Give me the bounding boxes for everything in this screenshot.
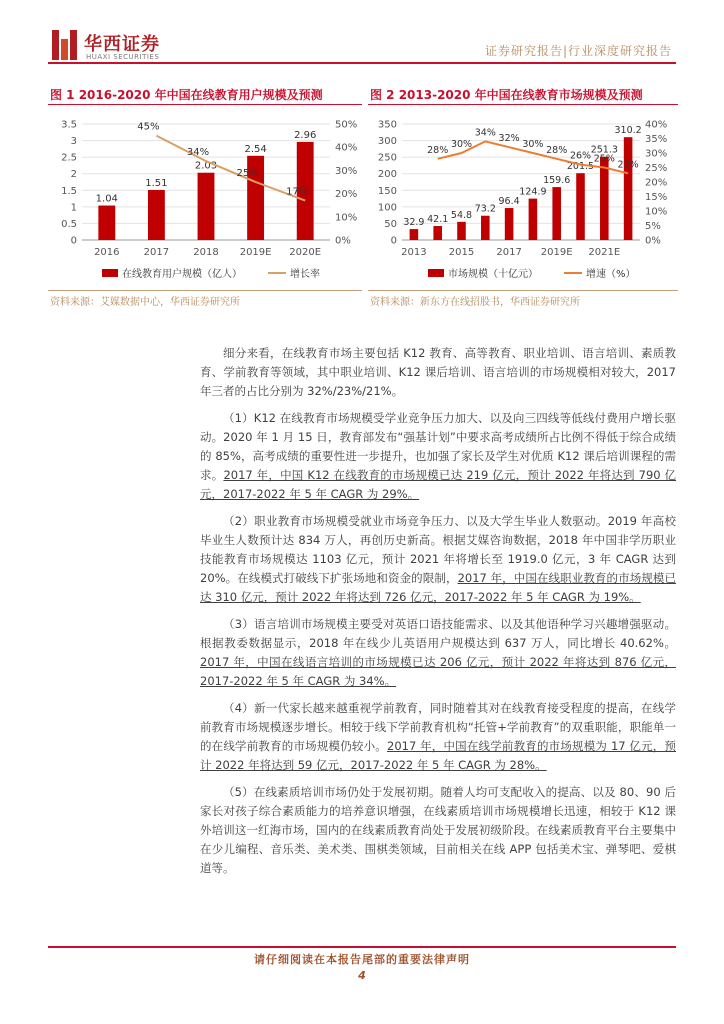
figure-2-chart bbox=[368, 106, 680, 288]
language-paragraph bbox=[200, 615, 676, 691]
x-tick-label: 2013 bbox=[401, 247, 427, 258]
legend-bar-swatch bbox=[102, 269, 118, 277]
preschool-highlight: 2017 年，中国在线学前教育的市场规模为 17 亿元，预计 2022 年将达到 59 亿元，2017-2022 年 5 年 CAGR 为 28%。 bbox=[200, 739, 676, 772]
bar bbox=[433, 226, 442, 240]
y-left-tick-label: 2 bbox=[70, 169, 77, 181]
y-left-tick-label: 350 bbox=[377, 119, 397, 131]
legend-line-label: 增长率 bbox=[290, 269, 320, 280]
bar-value-label: 2.54 bbox=[244, 143, 267, 155]
legend-bar-label: 市场规模（十亿元） bbox=[448, 269, 538, 280]
bar bbox=[624, 137, 633, 240]
bar bbox=[198, 173, 215, 240]
header-divider bbox=[48, 62, 676, 64]
bar-value-label: 1.51 bbox=[145, 177, 168, 189]
y-right-tick-label: 40% bbox=[335, 142, 358, 154]
y-left-tick-label: 250 bbox=[377, 152, 397, 164]
y-right-tick-label: 20% bbox=[335, 189, 358, 201]
vocational-text: （2）职业教育市场规模受就业市场竞争压力、以及大学生毕业人数驱动。2019 年高校毕业生人数预计达 834 万人，再创历史新高。根据艾媒咨询数据，2018 年中国非学历职业技能教育市场规模达 1103 亿元，预计 2021 年将增长至 1919.0 亿元，3 年 CAGR 达到 20%。在线模式打破线下扩张场地和资金的限制， bbox=[200, 514, 676, 585]
y-right-tick-label: 0% bbox=[645, 235, 661, 247]
preschool-paragraph bbox=[200, 699, 676, 775]
x-tick-label: 2016 bbox=[94, 247, 120, 258]
figure-1-source: 资料来源：艾媒数据中心，华西证券研究所 bbox=[50, 297, 240, 308]
y-right-tick-label: 5% bbox=[645, 221, 661, 232]
k12-text: （1）K12 在线教育市场规模受学业竞争压力加大、以及向三四线等低线付费用户增长驱动。2020 年 1 月 15 日，教育部发布“强基计划”中要求高考成绩所占比例不得低于综合成绩的 85%，高考成绩的重要性进一步提升，也加强了家长及学生对优质 K12 课后培训课程的需求。 bbox=[200, 411, 676, 482]
y-right-tick-label: 15% bbox=[645, 192, 668, 203]
bar-value-label: 310.2 bbox=[614, 125, 642, 137]
report-type: 证券研究报告|行业深度研究报告 bbox=[484, 44, 672, 58]
figure-2-title: 图 2 2013-2020 年中国在线教育市场规模及预测 bbox=[370, 88, 643, 102]
legend-line-label: 增速（%） bbox=[586, 269, 636, 280]
body-text bbox=[200, 344, 676, 886]
bar-value-label: 96.4 bbox=[498, 196, 520, 208]
bar bbox=[98, 206, 115, 240]
y-left-tick-label: 3 bbox=[70, 136, 77, 148]
y-right-tick-label: 10% bbox=[335, 212, 358, 224]
y-left-tick-label: 1.5 bbox=[61, 185, 77, 197]
y-left-tick-label: 0 bbox=[70, 235, 77, 247]
bar-value-label: 159.6 bbox=[543, 175, 571, 187]
line-value-label: 32% bbox=[498, 133, 520, 145]
line-value-label: 23% bbox=[617, 159, 639, 171]
figure-2-source-rule bbox=[368, 290, 678, 291]
quality-edu-paragraph: （5）在线素质培训市场仍处于发展初期。随着人均可支配收入的提高、以及 80、90 后家长对孩子综合素质能力的培养意识增强，在线素质培训市场规模增长迅速，相较于 K12 课外培训这一红海市场，国内的在线素质教育尚处于发展初级阶段。在线素质教育平台主要集中在少儿编程、音乐类、美术类、围棋类领域，目前相关在线 APP 包括美术宝、弹琴吧、爱棋道等。 bbox=[200, 785, 676, 875]
y-right-tick-label: 30% bbox=[335, 165, 358, 177]
bar-value-label: 201.5 bbox=[566, 161, 595, 173]
y-left-tick-label: 0 bbox=[390, 235, 397, 247]
y-right-tick-label: 40% bbox=[645, 119, 668, 131]
x-tick-label: 2017 bbox=[143, 247, 170, 258]
x-tick-label: 2015 bbox=[448, 247, 475, 258]
y-left-tick-label: 2.5 bbox=[61, 152, 77, 164]
y-left-tick-label: 100 bbox=[377, 202, 397, 214]
bar-value-label: 2.03 bbox=[194, 160, 218, 172]
language-highlight: 2017 年，中国在线语言培训的市场规模已达 206 亿元，预计 2022 年将达到 876 亿元，2017-2022 年 5 年 CAGR 为 34%。 bbox=[200, 655, 676, 688]
y-left-tick-label: 50 bbox=[384, 218, 397, 230]
line-value-label: 17% bbox=[286, 186, 309, 198]
growth-line bbox=[156, 136, 305, 201]
bar bbox=[410, 229, 419, 240]
huaxi-logo-icon bbox=[52, 30, 78, 60]
bar-value-label: 32.9 bbox=[403, 217, 425, 229]
page-number: 4 bbox=[358, 969, 366, 982]
y-right-tick-label: 10% bbox=[645, 206, 668, 218]
line-value-label: 26% bbox=[569, 150, 592, 162]
y-left-tick-label: 0.5 bbox=[61, 218, 77, 230]
k12-paragraph bbox=[200, 409, 676, 504]
intro-paragraph: 细分来看，在线教育市场主要包括 K12 教育、高等教育、职业培训、语言培训、素质教育、学前教育等领域，其中职业培训、K12 课后培训、语言培训的市场规模相对较大，2017 年三者的占比分别为 32%/23%/21%。 bbox=[200, 346, 676, 398]
figure-1-title: 图 1 2016-2020 年中国在线教育用户规模及预测 bbox=[50, 88, 323, 102]
y-left-tick-label: 1 bbox=[70, 202, 77, 214]
bar-value-label: 2.96 bbox=[294, 129, 317, 141]
y-left-tick-label: 200 bbox=[377, 169, 397, 181]
x-tick-label: 2019E bbox=[239, 247, 272, 258]
y-left-tick-label: 3.5 bbox=[61, 119, 77, 131]
y-right-tick-label: 35% bbox=[645, 134, 668, 145]
k12-highlight: 2017 年，中国 K12 在线教育的市场规模已达 219 亿元，预计 2022 年将达到 790 亿元，2017-2022 年 5 年 CAGR 为 29%。 bbox=[200, 468, 677, 501]
figure-2-title-rule bbox=[368, 104, 678, 105]
bar bbox=[457, 222, 466, 240]
line-value-label: 34% bbox=[474, 127, 496, 139]
line-value-label: 34% bbox=[186, 147, 210, 159]
y-right-tick-label: 20% bbox=[645, 177, 668, 189]
y-right-tick-label: 30% bbox=[645, 148, 668, 160]
x-tick-label: 2020E bbox=[289, 247, 322, 258]
preschool-text: （4）新一代家长越来越重视学前教育，同时随着其对在线教育接受程度的提高，在线学前教育市场规模逐步增长。相较于线下学前教育机构“托管+学前教育”的双重职能，职能单一的在线学前教育的市场规模仍较小。 bbox=[200, 701, 676, 753]
bar bbox=[529, 199, 538, 240]
logo-text-en: HUAXI SECURITIES bbox=[86, 53, 160, 61]
bar-value-label: 124.9 bbox=[519, 186, 547, 198]
bar bbox=[552, 187, 561, 240]
figure-1-title-rule bbox=[48, 104, 362, 105]
bar bbox=[576, 173, 585, 240]
line-value-label: 45% bbox=[137, 121, 160, 133]
x-tick-label: 2017 bbox=[496, 247, 522, 258]
logo-text-cn: 华西证券 bbox=[84, 34, 160, 55]
bar-value-label: 1.04 bbox=[95, 193, 118, 205]
bar bbox=[481, 216, 490, 240]
y-right-tick-label: 0% bbox=[335, 235, 351, 247]
y-right-tick-label: 25% bbox=[645, 163, 668, 174]
bar-value-label: 54.8 bbox=[450, 209, 473, 221]
legend-bar-swatch bbox=[428, 269, 444, 277]
vocational-paragraph bbox=[200, 512, 676, 607]
bar-value-label: 251.3 bbox=[590, 144, 618, 156]
line-value-label: 30% bbox=[450, 139, 473, 150]
y-left-tick-label: 150 bbox=[377, 185, 397, 197]
x-tick-label: 2021E bbox=[588, 247, 621, 258]
figure-1-chart bbox=[48, 106, 364, 288]
x-tick-label: 2018 bbox=[193, 247, 219, 258]
footer-divider bbox=[48, 946, 676, 948]
language-text: （3）语言培训市场规模主要受对英语口语技能需求、以及其他语种学习兴趣增强驱动。根据教委数据显示，2018 年在线少儿英语用户规模达到 637 万人，同比增长 40.62%。 bbox=[200, 617, 676, 650]
line-value-label: 25% bbox=[236, 168, 259, 179]
y-left-tick-label: 300 bbox=[377, 136, 397, 148]
line-value-label: 25% bbox=[593, 153, 615, 165]
bar bbox=[505, 208, 514, 240]
footer-disclaimer: 请仔细阅读在本报告尾部的重要法律声明 bbox=[254, 953, 470, 966]
y-right-tick-label: 50% bbox=[335, 119, 358, 131]
figure-2-source: 资料来源：新东方在线招股书，华西证券研究所 bbox=[370, 297, 580, 308]
line-value-label: 28% bbox=[546, 144, 568, 156]
vocational-highlight: 2017 年，中国在线职业教育的市场规模已达 310 亿元，预计 2022 年将达到 726 亿元，2017-2022 年 5 年 CAGR 为 19%。 bbox=[200, 571, 677, 604]
legend-bar-label: 在线教育用户规模（亿人） bbox=[122, 269, 242, 280]
figure-1-source-rule bbox=[48, 290, 362, 291]
x-tick-label: 2019E bbox=[540, 247, 573, 258]
line-value-label: 28% bbox=[427, 144, 449, 156]
line-value-label: 30% bbox=[522, 139, 544, 150]
bar bbox=[148, 190, 165, 240]
bar-value-label: 42.1 bbox=[427, 214, 449, 226]
bar-value-label: 73.2 bbox=[474, 203, 496, 215]
